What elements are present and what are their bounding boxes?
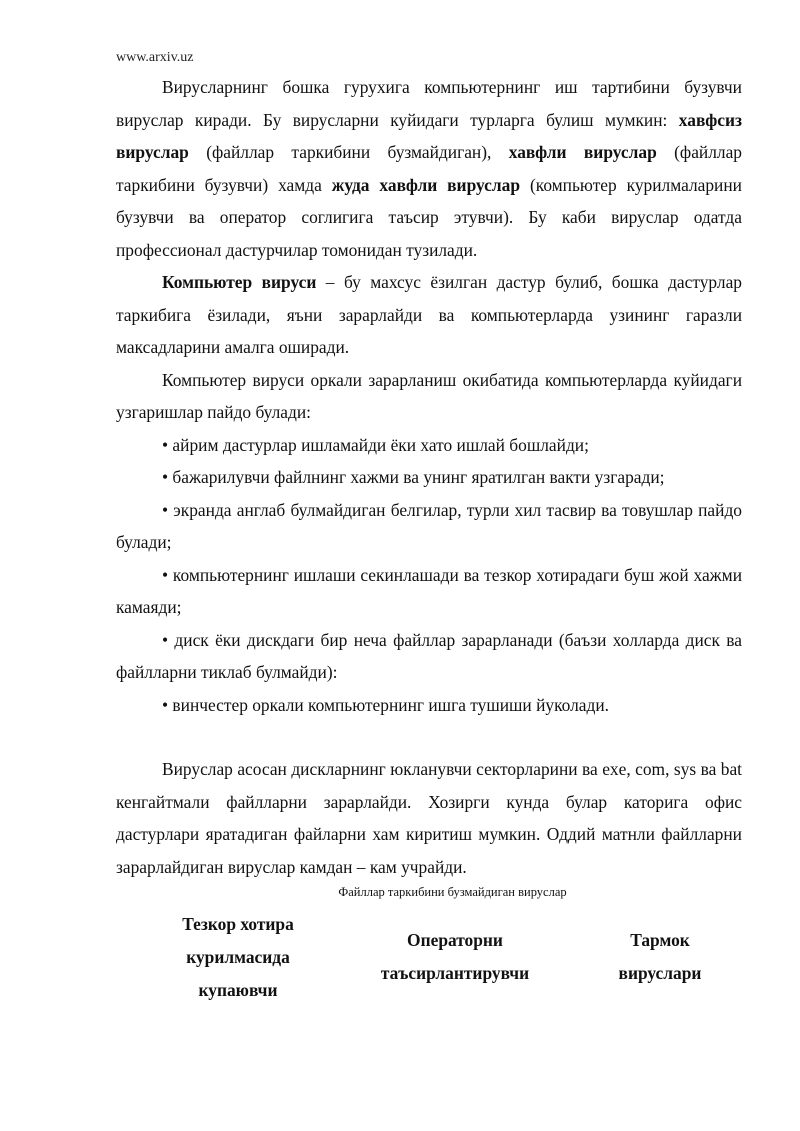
paragraph-virus-danger-types <box>116 71 742 266</box>
spacer <box>116 721 742 753</box>
text-span: (компьютер курилмаларини бузувчи ва оператор соглигига таъсир этувчи). Бу каби вируслар одатда профессионал дастурчилар томонидан тузилади. <box>116 174 742 260</box>
column-label-line: купаювчи <box>198 980 278 1000</box>
column-network-viruses <box>585 924 735 990</box>
text-span: (файллар таркибини бузувчи) хамда <box>116 142 742 195</box>
text-span: (файллар таркибини бузмайдиган), <box>188 142 509 162</box>
text-span: Вирусларнинг бошка гурухига компьютернинг иш тартибини бузувчи вируслар киради. Бу вирусларни куйидаги турларга булиш мумкин: <box>116 77 742 130</box>
column-label-line: Тезкор хотира <box>182 914 294 934</box>
paragraph-virus-definition <box>116 266 742 364</box>
bullet-item: • компьютернинг ишлаши секинлашади ва тезкор хотирадаги буш жой хажми камаяди; <box>116 564 742 617</box>
document-body <box>116 71 742 883</box>
column-memory-resident <box>148 908 328 1007</box>
bullet-item: • диск ёки дискдаги бир неча файллар зарарланади (баъзи холларда диск ва файлларни тиклаб булмайди): <box>116 629 742 682</box>
bullet-item: • экранда англаб булмайдиган белгилар, турли хил тасвир ва товушлар пайдо булади; <box>116 499 742 552</box>
column-label-line: Операторни <box>407 930 503 950</box>
column-label-line: Тармок <box>630 930 690 950</box>
bullet-item: • винчестер оркали компьютернинг ишга тушиши йуколади. <box>162 694 610 715</box>
paragraph-infected-files: Вируслар асосан дискларнинг юкланувчи секторларини ва exe, com, sys ва bat кенгайтмали файлларни зарарлайди. Хозирги кунда булар каторига офис дастурлари яратадиган файларни хам киритиш мумкин. Оддий матнли файлларни зарарлайдиган вируслар камдан – кам учрайди. <box>116 759 742 877</box>
term-dangerous-viruses: хавфли вируслар <box>508 142 657 162</box>
bullet-item: • айрим дастурлар ишламайди ёки хато ишлай бошлайди; <box>162 434 589 455</box>
term-very-dangerous-viruses: жуда хавфли вируслар <box>331 174 521 195</box>
paragraph-infection-effects: Компьютер вируси оркали зарарланиш окибатида компьютерларда куйидаги узгаришлар пайдо булади: <box>116 369 742 422</box>
bullet-item: • бажарилувчи файлнинг хажми ва унинг яратилган вакти узгаради; <box>162 467 665 487</box>
column-operator-irritating <box>330 924 580 990</box>
column-label-line: таъсирлантирувчи <box>380 963 530 983</box>
column-label-line: курилмасида <box>186 947 290 967</box>
column-label-line: вируслари <box>618 963 702 983</box>
term-safe-viruses: хавфсиз вируслар <box>116 109 742 162</box>
text-span: – бу махсус ёзилган дастур булиб, бошка дастурлар таркибига ёзилади, яъни зарарлайди ва компьютерларда узининг гаразли максадларини амалга оширади. <box>116 272 742 357</box>
term-computer-virus: Компьютер вируси <box>162 272 317 292</box>
site-url: www.arxiv.uz <box>116 50 194 65</box>
diagram-caption: Файллар таркибини бузмайдиган вируслар <box>338 885 567 899</box>
